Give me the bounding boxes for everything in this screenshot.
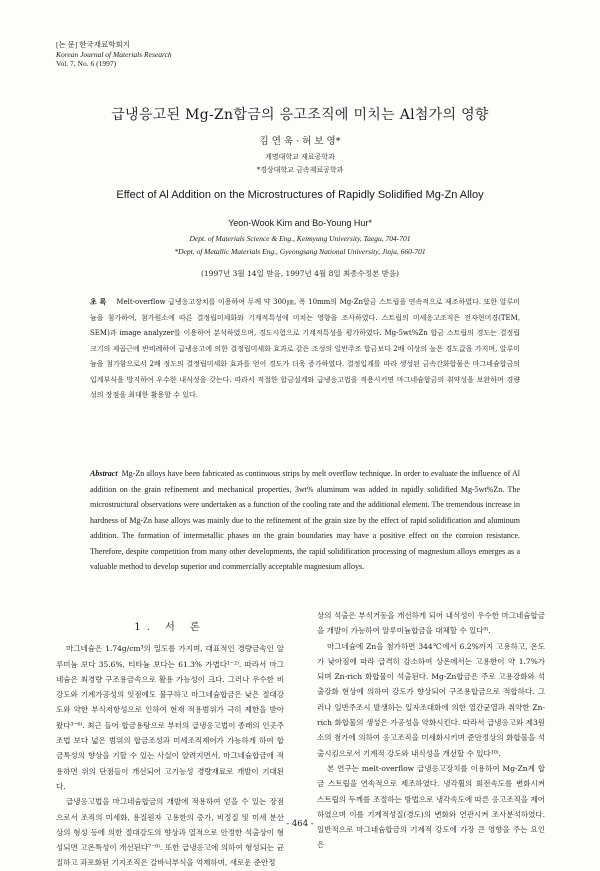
body-column-right (317, 608, 545, 853)
affiliation-en-1: Dept. of Materials Science & Eng., Keimyung University, Taegu, 704-701 (189, 234, 411, 243)
affiliations-korean (0, 151, 600, 177)
received-dates: (1997년 3월 14일 받음, 1997년 4월 8일 최종수정본 받음) (200, 269, 399, 278)
paragraph: 상의 석출은 부식거동을 개선하게 되어 내식성이 우수한 마그네슘합금을 개발이 가능하여 알루미늄합금을 대체할 수 있다⁹⁾. (317, 611, 545, 636)
title-english: Effect of Al Addition on the Microstructures of Rapidly Solidified Mg-Zn Alloy (116, 189, 484, 201)
authors-english: Yeon-Wook Kim and Bo-Young Hur* (228, 218, 372, 228)
paper-type-label: [논 문] 한국재료학회지 (56, 40, 130, 49)
affiliation-en-2: *Dept. of Metallic Materials Eng., Gyeongsang National University, Jinju, 660-701 (174, 247, 426, 256)
paragraph: 마그네슘은 1.74g/cm³의 밀도를 가지며, 대표적인 경량금속인 알루미늄 보다 35.6%, 티타늄 보다는 61.3% 가볍다¹⁻²⁾. 따라서 마그네슘은 최경량 구조용금속으로 활용 가능성이 크다. 그러나 우수한 비강도와 기계가공성의 잇점에도 불구하고 마그네슘합금은 낮은 절대강도와 약한 부식저항성으로 인하여 현재 적용범위가 극히 제한을 받아왔다³⁻⁶⁾. 최근 들어 합금용탕으로 부터의 급냉응고법이 종래의 인곳주조법 보다 넓은 범위의 합금조성과 미세조직제어가 가능하게 하여 합금특성의 향상을 기할 수 있는 사실이 알려지면서, 마그네슘합금에 적용하면 위의 단점들이 개선되어 고기능성 경량재료로 개발이 기대된다. (56, 644, 284, 791)
abstract-english (90, 466, 520, 575)
journal-volume: Vol. 7, No. 6 (1997) (56, 59, 117, 68)
abstract-korean (90, 294, 520, 404)
paragraph: 본 연구는 melt-overflow 급냉응고장치를 이용하여 Mg-Zn계 합금 스트립을 연속적으로 제조하였다. 냉각휠의 회전속도를 변화시켜 스트립의 두께를 조절하는 방법으로 냉각속도에 따른 응고조직을 제어하였으며 이를 기계적성질(경도)의 변화와 연관시켜 조사분석하였다. 일반적으로 마그네슘합금의 기계적 강도에 가장 큰 영향을 주는 요인은 (317, 763, 545, 850)
abstract-korean-text: Melt-overflow 급냉응고장치를 이용하여 두께 약 300㎛, 폭 10mm의 Mg-Zn합금 스트립을 연속적으로 제조하였다. 또한 알루미늄을 첨가하여, 첨가원소에 따른 결정립미세화와 기계적특성에 미치는 영향을 조사하였다. 스트립의 미세응고조직은 전자현미경(TEM, SEM)과 image analyzer를 이용하여 분석하였으며, 경도시험으로 기계적특성을 평가하였다. Mg-5wt%Zn 합금 스트립의 경도는 결정립크기의 제곱근에 반비례하여 급냉응고에 의한 결정립미세화 효과로 같은 조성의 일반주조 합금보다 2배 이상의 높은 경도값을 가지며, 알루미늄을 첨가함으로서 2배 정도의 결정립미세화 효과를 얻어 경도가 더욱 증가하였다. 결정입계를 따라 생성된 금속간화합물은 마그네슘합금의 입계부식을 방지하여 우수한 내식성을 갖는다. 따라서 적절한 합금설계와 급냉응고법을 적용시키면 마그네슘합금의 취약성을 보완하며 경량성의 장점을 최대한 활용할 수 있다. (90, 298, 520, 399)
paragraph: 마그네슘에 Zn을 첨가하면 344℃에서 6.2%까지 고용하고, 온도가 낮아짐에 따라 급격히 감소하여 상온에서는 고용한이 약 1.7%가 되며 Zn-rich 화합물이 석출된다. Mg-Zn합금은 주로 고용강화와 석출강화 현상에 의하여 강도가 향상되어 구조용합금으로 적합하다. 그러나 일반주조시 발생하는 입자조대화에 의한 열간균열과 취약한 Zn-rich 화합물의 생성은 가공성을 악화시킨다. 따라서 급냉응고와 제3원소의 첨가에 의하여 응고조직을 미세화시키며 준안정상의 화합물을 석출시킴으로서 기계적 강도와 내식성을 개선할 수 있다¹⁰⁾. (317, 641, 545, 758)
affiliation-ko-1: 계명대학교 재료공학과 (265, 153, 335, 161)
journal-header (56, 40, 172, 69)
affiliations-english (0, 232, 600, 258)
title-korean: 급냉응고된 Mg-Zn합금의 응고조직에 미치는 Al첨가의 영향 (111, 107, 489, 123)
body-column-left (56, 620, 284, 871)
journal-name: Korean Journal of Materials Research (56, 49, 172, 59)
affiliation-ko-2: *경상대학교 금속재료공학과 (256, 166, 344, 174)
section-heading-introduction: 1. 서 론 (134, 622, 206, 633)
abstract-korean-label: 초 록 (90, 297, 107, 306)
page-number: - 464 - (286, 819, 314, 829)
abstract-english-label: Abstract (90, 469, 118, 478)
authors-korean: 김 연 욱 · 허 보 영* (259, 136, 341, 147)
abstract-english-text: Mg-Zn alloys have been fabricated as continuous strips by melt overflow technique. In order to evaluate the influence of Al addition on the grain refinement and mechanical properties, 3wt% aluminum was added in rapidly solidified Mg-5wt%Zn. The microstructural observations were undertaken as a function of the cooling rate and the additional element. The tremendous increase in hardness of Mg-Zn base alloys was mainly due to the refinement of the grain size by the effect of rapid solidification and aluminum addition. The formation of intermetallic phases on the grain boundaries may have a positive effect on the corroion resistance. Therefore, despite competition from many other developments, the rapid solidification processing of magnesium alloys emerges as a valuable method to develop superior and commercially acceptable magnesium alloys. (90, 469, 520, 571)
paragraph: 급냉응고법을 마그네슘합금의 개발에 적용하여 얻을 수 있는 장점으로서 조직의 미세화, 용질원자 고용한의 증가, 비정질 및 미세 분산상의 형성 등에 의한 절대강도의 향상과 열적으로 안정한 석출상이 형성되면 고온특성이 개선된다⁷⁻⁸⁾. 또한 급냉응고에 의하여 형성되는 균질하고 과포화된 기지조직은 갈바닉부식을 억제하며, 새로운 준안정 (56, 797, 284, 868)
